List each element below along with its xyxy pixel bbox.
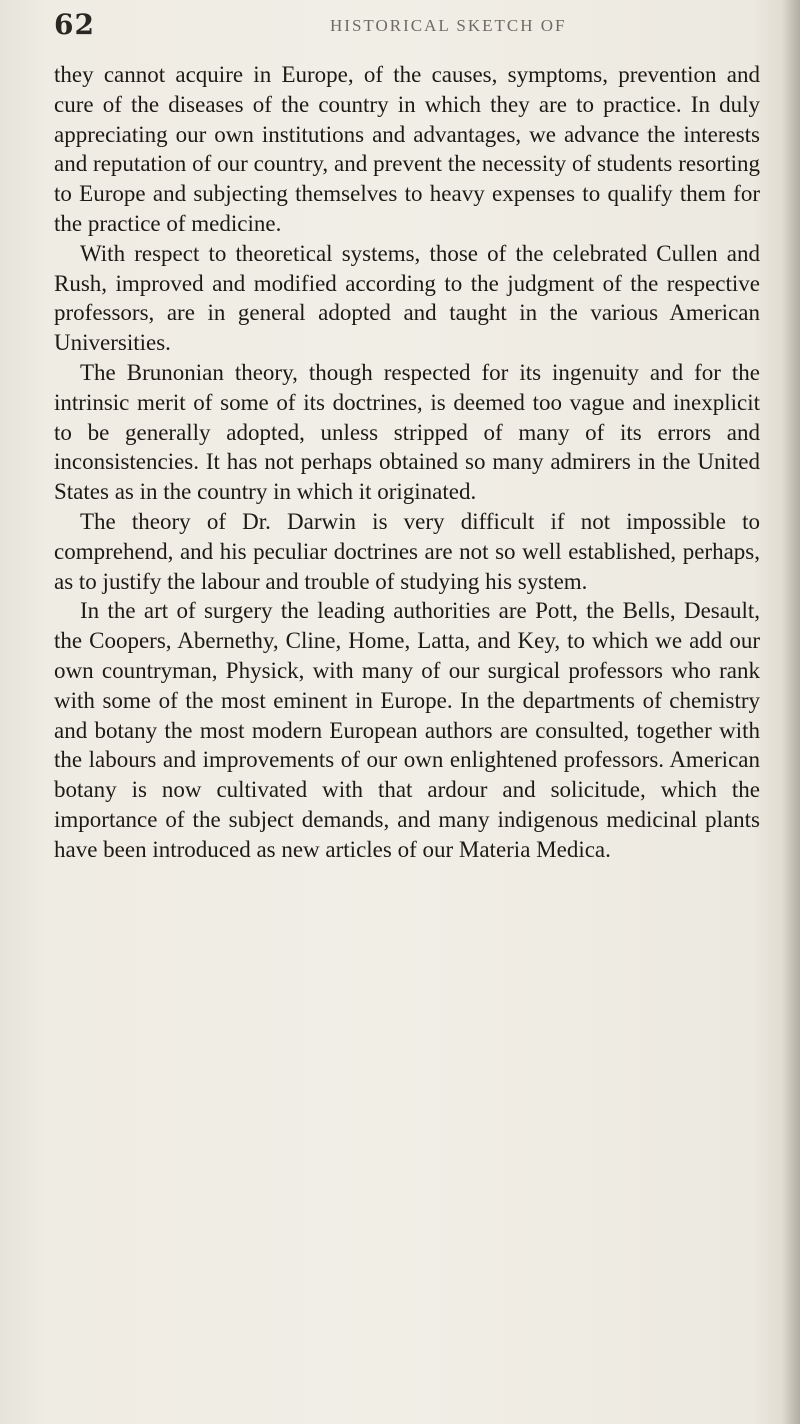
page-number: 62 bbox=[54, 8, 95, 41]
running-head: HISTORICAL SKETCH OF bbox=[330, 16, 567, 35]
paragraph-darwin-theory: The theory of Dr. Darwin is very difficult if not impossible to comprehend, and his peculiar doctrines are not so well established, perhaps, as to justify the labour and trouble of studying his system. bbox=[54, 508, 760, 594]
paragraph-brunonian-theory: The Brunonian theory, though respected for its ingenuity and for the intrinsic merit of some of its doctrines, is deemed too vague and inexplicit to be generally adopted, unless stripped of many of its errors and inconsistencies. It has not perhaps obtained so many admirers in the United States as in the country in which it originated. bbox=[54, 359, 760, 505]
paragraph-surgery: In the art of surgery the leading authorities are Pott, the Bells, Desault, the Coopers, Abernethy, Cline, Home, Latta, and Key, to which we add our own countryman, Physick, with many of our surgical professors who rank with some of the most eminent in Europe. In the departments of chemistry and botany the most modern European authors are consulted, together with the labours and improvements of our own enlightened professors. American botany is now cultivated with that ardour and solicitude, which the importance of the subject demands, and many indigenous medicinal plants have been introduced as new articles of our Materia Medica. bbox=[54, 598, 760, 862]
page-edge-shadow bbox=[782, 0, 800, 1424]
paragraph-continuation: they cannot acquire in Europe, of the causes, symptoms, prevention and cure of the diseases of the country in which they are to practice. In duly appreciating our own institutions and advantages, we advance the interests and reputation of our country, and prevent the necessity of students resorting to Europe and subjecting themselves to heavy expenses to qualify them for the practice of medicine. bbox=[54, 62, 760, 236]
paragraph-theoretical-systems: With respect to theoretical systems, those of the celebrated Cullen and Rush, improved and modified according to the judgment of the respective professors, are in general adopted and taught in the various American Universities. bbox=[54, 240, 760, 356]
page-header bbox=[54, 8, 754, 48]
body-text bbox=[54, 60, 760, 865]
